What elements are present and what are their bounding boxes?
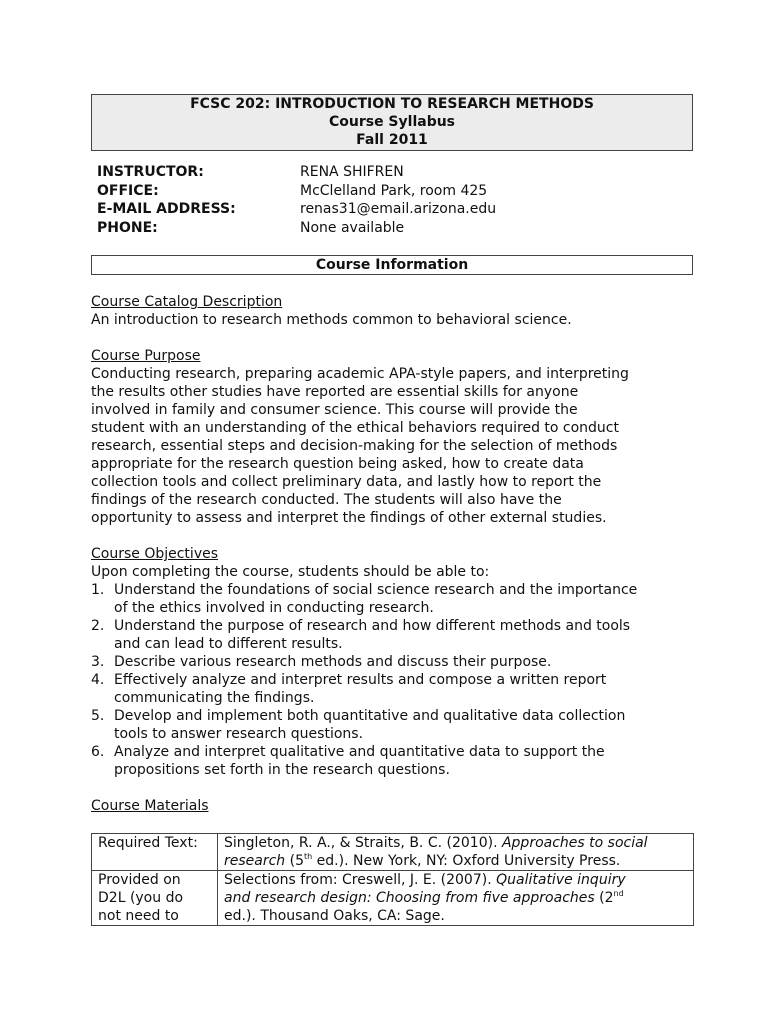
objective-text: Effectively analyze and interpret results and compose a written report bbox=[114, 672, 607, 688]
objective-text: and can lead to different results. bbox=[114, 636, 343, 652]
citation-authors: Selections from: Creswell, J. E. (2007). bbox=[224, 872, 497, 888]
objective-text: tools to answer research questions. bbox=[114, 726, 364, 742]
objective-text: Analyze and interpret qualitative and quantitative data to support the bbox=[114, 744, 605, 760]
objectives-intro: Upon completing the course, students should be able to: bbox=[91, 564, 490, 580]
objective-item bbox=[91, 653, 693, 671]
objective-text: Develop and implement both quantitative and qualitative data collection bbox=[114, 708, 626, 724]
catalog-heading: Course Catalog Description bbox=[91, 294, 283, 310]
course-title: FCSC 202: INTRODUCTION TO RESEARCH METHODS bbox=[190, 96, 594, 112]
objective-item bbox=[91, 707, 693, 743]
purpose-line: student with an understanding of the ethical behaviors required to conduct bbox=[91, 420, 619, 436]
required-text-citation bbox=[218, 834, 694, 871]
objective-number: 4. bbox=[91, 672, 105, 688]
objective-number: 6. bbox=[91, 744, 105, 760]
provided-label-line: not need to bbox=[98, 908, 179, 924]
citation-publisher: ed.). New York, NY: Oxford University Press. bbox=[312, 853, 621, 869]
table-row bbox=[92, 834, 694, 871]
objective-text: of the ethics involved in conducting research. bbox=[114, 600, 434, 616]
email-label: E-MAIL ADDRESS: bbox=[97, 201, 236, 217]
catalog-text: An introduction to research methods common to behavioral science. bbox=[91, 312, 572, 328]
objective-text: propositions set forth in the research questions. bbox=[114, 762, 450, 778]
objective-item bbox=[91, 743, 693, 779]
course-information-heading: Course Information bbox=[91, 255, 693, 275]
instructor-label: INSTRUCTOR: bbox=[97, 164, 204, 180]
syllabus-page bbox=[91, 94, 693, 926]
objectives-heading: Course Objectives bbox=[91, 546, 219, 562]
objective-item bbox=[91, 581, 693, 617]
phone-label: PHONE: bbox=[97, 219, 158, 236]
office-value: McClelland Park, room 425 bbox=[300, 182, 488, 199]
syllabus-title-box bbox=[91, 94, 693, 151]
provided-on-label bbox=[92, 871, 218, 926]
objectives-list bbox=[91, 581, 693, 779]
purpose-line: Conducting research, preparing academic APA-style papers, and interpreting bbox=[91, 366, 629, 382]
email-value[interactable]: renas31@email.arizona.edu bbox=[300, 201, 497, 217]
purpose-section bbox=[91, 347, 693, 527]
citation-title-cont: and research design: Choosing from five approaches bbox=[224, 890, 595, 906]
required-text-label: Required Text: bbox=[92, 834, 218, 871]
office-label: OFFICE: bbox=[97, 182, 159, 199]
purpose-line: research, essential steps and decision-making for the selection of methods bbox=[91, 438, 618, 454]
edition-superscript: th bbox=[304, 852, 313, 861]
objective-number: 1. bbox=[91, 582, 105, 598]
instructor-info bbox=[91, 163, 693, 237]
purpose-line: the results other studies have reported are essential skills for anyone bbox=[91, 384, 579, 400]
citation-authors: Singleton, R. A., & Straits, B. C. (2010). bbox=[224, 835, 502, 851]
purpose-line: involved in family and consumer science. This course will provide the bbox=[91, 402, 578, 418]
objective-number: 2. bbox=[91, 618, 105, 634]
citation-title: Approaches to social bbox=[501, 835, 648, 851]
materials-section bbox=[91, 797, 693, 815]
phone-value: None available bbox=[300, 219, 405, 236]
objective-item bbox=[91, 617, 693, 653]
purpose-heading: Course Purpose bbox=[91, 348, 201, 364]
purpose-line: opportunity to assess and interpret the findings of other external studies. bbox=[91, 510, 607, 526]
catalog-section bbox=[91, 293, 693, 329]
citation-publisher: ed.). Thousand Oaks, CA: Sage. bbox=[224, 908, 445, 924]
provided-label-line: Provided on bbox=[98, 872, 181, 888]
provided-label-line: D2L (you do bbox=[98, 890, 184, 906]
citation-edition-open: (2 bbox=[594, 890, 614, 906]
purpose-line: collection tools and collect preliminary data, and lastly how to report the bbox=[91, 474, 602, 490]
table-row bbox=[92, 871, 694, 926]
objective-text: Understand the foundations of social science research and the importance bbox=[114, 582, 638, 598]
objectives-section bbox=[91, 545, 693, 779]
objective-item bbox=[91, 671, 693, 707]
edition-superscript: nd bbox=[613, 889, 624, 898]
objective-text: Understand the purpose of research and how different methods and tools bbox=[114, 618, 631, 634]
citation-title: Qualitative inquiry bbox=[496, 872, 626, 888]
document-type: Course Syllabus bbox=[328, 114, 456, 130]
materials-heading: Course Materials bbox=[91, 798, 209, 814]
instructor-value: RENA SHIFREN bbox=[300, 164, 404, 180]
purpose-line: findings of the research conducted. The students will also have the bbox=[91, 492, 562, 508]
purpose-line: appropriate for the research question being asked, how to create data bbox=[91, 456, 584, 472]
materials-table bbox=[91, 833, 694, 926]
objective-number: 5. bbox=[91, 708, 105, 724]
objective-text: communicating the findings. bbox=[114, 690, 315, 706]
citation-title-cont: research bbox=[224, 853, 286, 869]
provided-citation bbox=[218, 871, 694, 926]
citation-edition-open: (5 bbox=[285, 853, 305, 869]
objective-text: Describe various research methods and discuss their purpose. bbox=[114, 654, 552, 670]
objective-number: 3. bbox=[91, 654, 105, 670]
term: Fall 2011 bbox=[356, 132, 428, 148]
